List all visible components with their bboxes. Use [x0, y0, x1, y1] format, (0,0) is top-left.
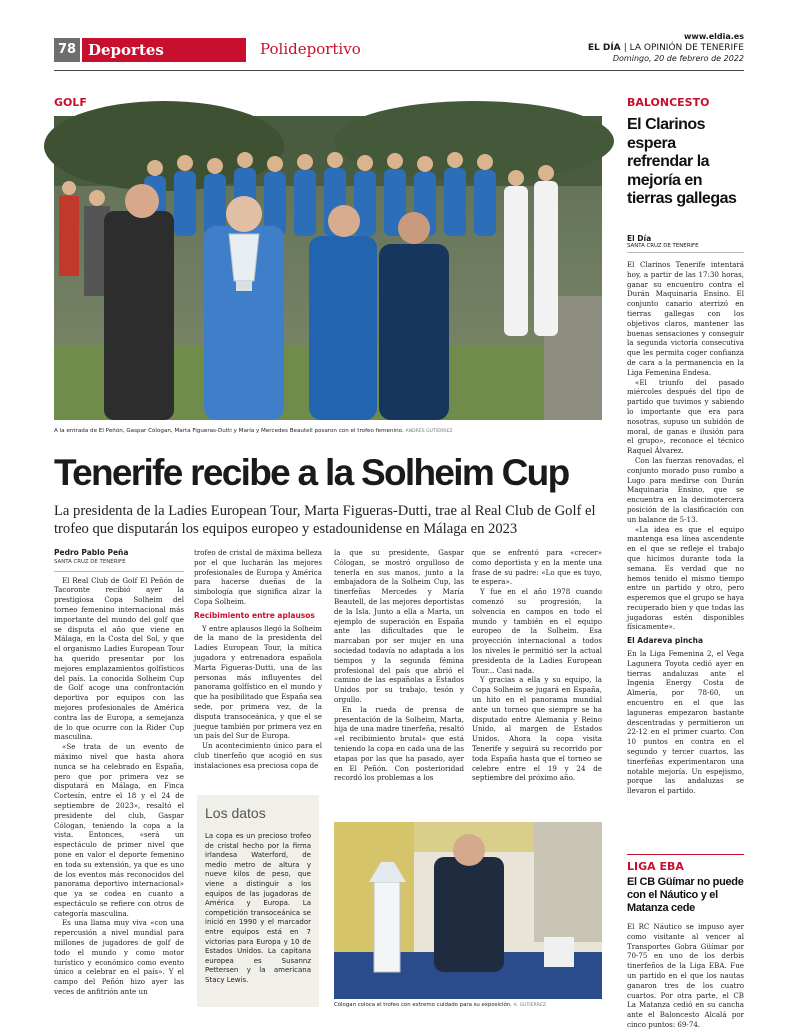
sidebar-body-2 — [627, 922, 744, 1030]
masthead-paper — [588, 43, 744, 53]
paragraph: Con las fuerzas renovadas, el conjunto morado puso rumbo a Lugo para medirse con Durán Maquinaria Ensino, que se encuentra en la decimotercera posición de la clasificación con un balance de 5-13. — [627, 455, 744, 524]
article-kicker: GOLF — [54, 96, 87, 109]
caption-text: Cólogan coloca el trofeo con extremo cuidado para su exposición. — [334, 1002, 512, 1008]
byline-location: SANTA CRUZ DE TENERIFE — [54, 558, 184, 572]
paragraph: En la rueda de prensa de presentación de la Solheim, Marta, hija de una madre tinerfeña, resaltó «el recibimiento brutal» que está teniendo la copa en cada una de las etapas por las que ha pasado, ayer en El Peñón. Con posterioridad recordó los problemas a los — [334, 704, 464, 783]
page-number: 78 — [54, 38, 80, 62]
caption-text: A la entrada de El Peñón, Gaspar Cólogan, Marta Figueras-Dutti y María y Mercedes Beautell posaron con el trofeo femenino. — [54, 428, 404, 434]
header-rule — [54, 70, 744, 71]
paragraph: «La idea es que el equipo mantenga esa línea ascendente en el que se refleje el trabajo que hicimos durante toda la semana. Es verdad que no hemos tenido el mismo tiempo entre un partido y otro, pero esperemos que el grupo se haya recuperado bien y que todas las jugadoras estén disponibles físicamente». — [627, 524, 744, 632]
secondary-photo-caption — [334, 1002, 602, 1008]
paragraph: trofeo de cristal de máxima belleza por el que lucharán las mejores profesionales de Europa y América para hacerse dueñas de la simbología que significa alzar la Copa Solheim. — [194, 548, 322, 606]
masthead — [588, 32, 744, 63]
paragraph: que se enfrentó para «crecer» como deportista y en la mente una frase de su padre: «Lo que es tuyo, te espera». — [472, 548, 602, 587]
article-column-2 — [194, 548, 322, 771]
subhead: El Adareva pincha — [627, 636, 704, 646]
datos-box — [197, 795, 319, 1007]
page-header — [54, 32, 744, 72]
masthead-date: Domingo, 20 de febrero de 2022 — [612, 54, 744, 63]
paper-tagline: | LA OPINIÓN DE TENERIFE — [623, 43, 744, 53]
sidebar-headline-2: El CB Güímar no puede con el Náutico y el Matanza cede — [627, 876, 744, 914]
byline-author: El Día — [627, 234, 652, 243]
secondary-photo — [334, 822, 602, 999]
trophy-photo-illustration — [334, 822, 602, 999]
article-column-4 — [472, 548, 602, 783]
subhead: Recibimiento entre aplausos — [194, 610, 315, 620]
article-headline: Tenerife recibe a la Solheim Cup — [54, 452, 569, 493]
article-column-3 — [334, 548, 464, 783]
paragraph: El Clarinos Tenerife intentará hoy, a partir de las 17:30 horas, ganar su encuentro contra el Durán Maquinaria Ensino. El conjunto canario aterrizó en tierras gallegas con los objetivos claros, mantener las buenas sensaciones y conseguir la segunda victoria consecutiva que les permita coger confianza de cara a la permanencia en la Liga Femenina Endesa. — [627, 260, 744, 377]
paragraph: El Real Club de Golf El Peñón de Tacoronte recibió ayer la prestigiosa Copa Solheim del torneo femenino internacional más importante del mundo del golf que se disputa el año que viene en Málaga, en la Costa del Sol, y que el organismo Ladies European Tour ha querido presentar por los mejores emplazamientos golfísticos del país. La conocida Solheim Cup de Golf acoge una confrontación deportiva por equipos con las mejores profesionales de América contra las de Europa, a semejanza de lo que ocurre con la Rider Cup masculina. — [54, 575, 184, 742]
paper-name: EL DÍA — [587, 43, 621, 53]
article-column-1 — [54, 548, 184, 997]
paragraph: Un acontecimiento único para el club tinerfeño que acogió en sus instalaciones esa preciosa copa de — [194, 741, 322, 770]
sidebar-kicker-eba: LIGA EBA — [627, 860, 684, 873]
paragraph: Y gracias a ella y su equipo, la Copa Solheim se jugará en España, un hito en el panorama mundial ante un torneo que siempre se ha disputado entre Alemania y Reino Unido, al margen de Estados Unidos. Ahora la copa visita Tenerife y seguirá su recorrido por toda España hasta que el torneo se celebre entre el 19 y 24 de septiembre del próximo año. — [472, 675, 602, 783]
paragraph: Es una llama muy viva «con una repercusión a nivel mundial para millones de jugadores de golf de todo el mundo y como motor turístico y económico como evento único a celebrar en el país». Y el campo del Peñón hizo ayer las veces de anfitrión ante un — [54, 918, 184, 997]
paragraph: «El triunfo del pasado miércoles después del tipo de partido que tuvimos y sabiendo lo importante que era para nosotras, supuso un subidón de moral, de ganas e ilusión para el grupo», reconoce el técnico Raquel Álvarez. — [627, 377, 744, 456]
masthead-url: www.eldia.es — [684, 32, 744, 41]
main-photo — [54, 116, 602, 420]
sidebar-headline-1: El Clarinos espera refrendar la mejoría en tierras gallegas — [627, 116, 737, 207]
paragraph: la que su presidente, Gaspar Cólogan, se mostró orgulloso de tenerla en sus manos, junto a la embajadora de la Solheim Cup, las tinerfeñas Mercedes y María Beautell, de las mejores deportistas de la Isla. Junto a ella a Marta, un ejemplo de superación en España ante las dificultades que le marcaban por ser mujer en una sociedad todavía no adaptada a los tiempos y la segunda fémina profesional del país que abrió el camino de las españolas a Estados Unidos por su trabajo, tesón y orgullo. — [334, 548, 464, 704]
paragraph: «Se trata de un evento de máximo nivel que hasta ahora nunca se ha celebrado en España, pero que por primera vez se disputará en Málaga, en Finca Cortesín, entre el 18 y el 24 de septiembre de 2023», resaltó el presidente del club, Gaspar Cólogan, teniendo la copa a la vista. Entonces, «será un espectáculo de primer nivel que pone en valor el deporte femenino en toda su extensión, ya que es uno de los eventos más reconocidos del panorama deportivo internacional» que ya se codea en cuanto a espectáculo se refiere con otros de categoría masculina. — [54, 742, 184, 918]
datos-text: La copa es un precioso trofeo de cristal hecho por la firma irlandesa Waterford, de medio metro de altura y nueve kilos de peso, que viene a distinguir a los equipos de las jugadoras de América y Europa. La competición transoceánica se inició en 1990 y el marcador entre equipos está en 7 victorias para Europa y 10 de Estados Unidos. La capitana europea es Susannz Pettersen y la americana Stacy Lewis. — [205, 832, 311, 984]
sidebar-body-1 — [627, 260, 744, 796]
byline-location: SANTA CRUZ DE TENERIFE — [627, 243, 744, 253]
paragraph: Y entre aplausos llegó la Solheim de la mano de la presidenta del Ladies European Tour, la mítica jugadora y entrenadora española Marta Figueras-Dutti, una de las personas más influyentes del panorama golfístico en el mundo y que ha posibilitado que España sea sede, por primera vez, de la disputa transoceánica, y que el se juegue también por primera vez en un país del Sur de Europa. — [194, 623, 322, 741]
main-photo-caption — [54, 428, 602, 435]
article-deck: La presidenta de la Ladies European Tour, Marta Figueras-Dutti, trae al Real Club de Golf el trofeo que disputarán los equipos europeo y estadounidense en Málaga en 2023 — [54, 503, 596, 537]
datos-title: Los datos — [205, 805, 266, 821]
photo-credit: ANDRÉS GUTIÉRREZ — [405, 429, 453, 434]
paragraph: En la Liga Femenina 2, el Vega Lagunera Toyota cedió ayer en tierras andaluzas ante el Ingenia Energy Costa de Almería, por 78-60, un encuentro en el que las laguneras empezaron bastante descentradas y permitieron un 22-12 en el primer cuarto. Con 10 puntos en contra en el segundo y tercer cuartos, las tinerfeñas experimentaron una notable mejoría. Un espejismo, porque las andaluzas se llevaron el partido. — [627, 649, 744, 796]
byline-author: Pedro Pablo Peña — [54, 548, 129, 557]
subsection-label: Polideportivo — [260, 40, 361, 58]
photo-credit: A. GUTIÉRREZ — [513, 1003, 546, 1008]
sidebar-divider — [627, 854, 744, 855]
sidebar-byline-1 — [627, 234, 744, 253]
paragraph: El RC Náutico se impuso ayer como visitante al vencer al Transportes Gobra Güímar por 70-75 en uno de los derbis tinerfeños de la Liga EBA. Fue un partido en el que los nautas ganaron tres de los cuatro cuartos. Por otra parte, el CB La Matanza cedió en su cancha ante el Baloncesto Alcalá por cinco puntos: 69-74. — [627, 922, 744, 1029]
section-label: Deportes — [82, 38, 246, 62]
paragraph: Y fue en el año 1978 cuando comenzó su progresión, la solvencia en campos en todo el mundo y también en el equipo europeo de la Solheim. Esa proyección internacional a todos los niveles le permitió ser la actual presidenta de la Ladies European Tour... Casi nada. — [472, 587, 602, 675]
sidebar-kicker-baloncesto: BALONCESTO — [627, 96, 710, 109]
group-photo-illustration — [54, 116, 602, 420]
